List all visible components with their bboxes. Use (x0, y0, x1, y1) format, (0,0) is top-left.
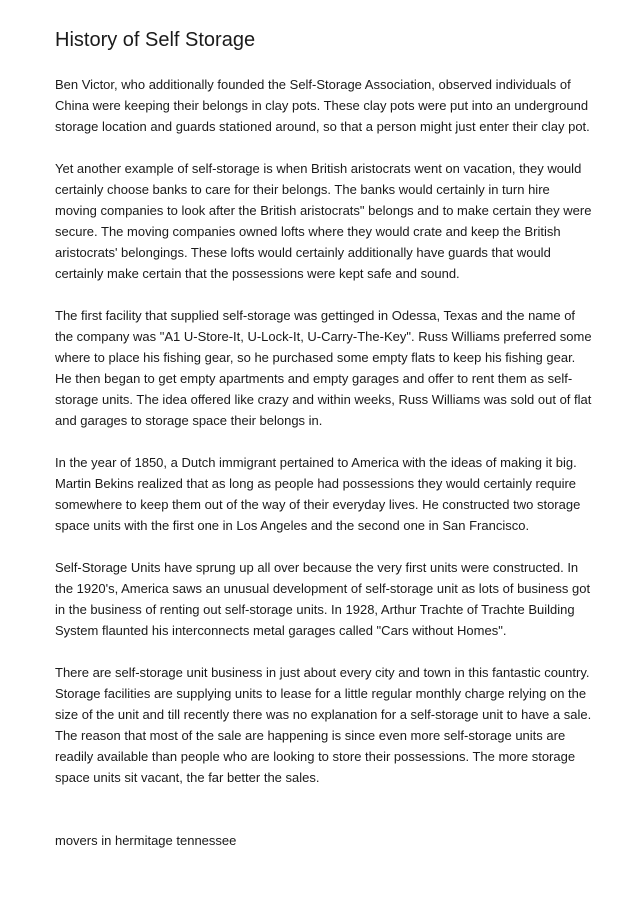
paragraph-odessa-texas: The first facility that supplied self-storage was gettinged in Odessa, Texas and the name of the company was "A1 U-Store-It, U-Lock-It, U-Carry-The-Key". Russ Williams preferred some where to place his fishing gear, so he purchased some empty flats to keep his fishing gear. He then began to get empty apartments and empty garages and offer to rent them as self-storage units. The idea offered like crazy and within weeks, Russ Williams was sold out of flat and garages to storage space their belongs in. (55, 308, 592, 428)
paragraph-martin-bekins: In the year of 1850, a Dutch immigrant pertained to America with the ideas of making it big. Martin Bekins realized that as long as people had possessions they would certainly require somewhere to keep them out of the way of their everyday lives. He constructed two storage space units with the first one in Los Angeles and the second one in San Francisco. (55, 455, 581, 533)
paragraph-clay-pots: Ben Victor, who additionally founded the Self-Storage Association, observed individuals of China were keeping their belongs in clay pots. These clay pots were put into an underground storage location and guards stationed around, so that a person might just enter their clay pot. (55, 77, 590, 134)
paragraph-sales: There are self-storage unit business in just about every city and town in this fantastic country. Storage facilities are supplying units to lease for a little regular monthly charge relying on the size of the unit and till recently there was no explanation for a self-storage unit to have a sale. The reason that most of the sale are happening is since even more self-storage units are readily available than people who are looking to store their possessions. The more storage space units sit vacant, the far better the sales. (55, 665, 592, 785)
paragraph-british-aristocrats: Yet another example of self-storage is when British aristocrats went on vacation, they would certainly choose banks to care for their belongs. The banks would certainly in turn hire moving companies to look after the British aristocrats" belongs and to make certain they were secure. The moving companies owned lofts where they would crate and keep the British aristocrats' belongings. These lofts would certainly additionally have guards that would certainly make certain that the possessions were kept safe and sound. (55, 161, 592, 281)
footer-link[interactable]: movers in hermitage tennessee (55, 833, 237, 848)
paragraph-1920s-growth: Self-Storage Units have sprung up all over because the very first units were constructed. In the 1920's, America saws an unusual development of self-storage unit as lots of business got in the business of renting out self-storage units. In 1928, Arthur Trachte of Trachte Building System flaunted his interconnects metal garages called "Cars without Homes". (55, 560, 591, 638)
page-title: History of Self Storage (55, 29, 256, 51)
document-page (55, 27, 595, 851)
